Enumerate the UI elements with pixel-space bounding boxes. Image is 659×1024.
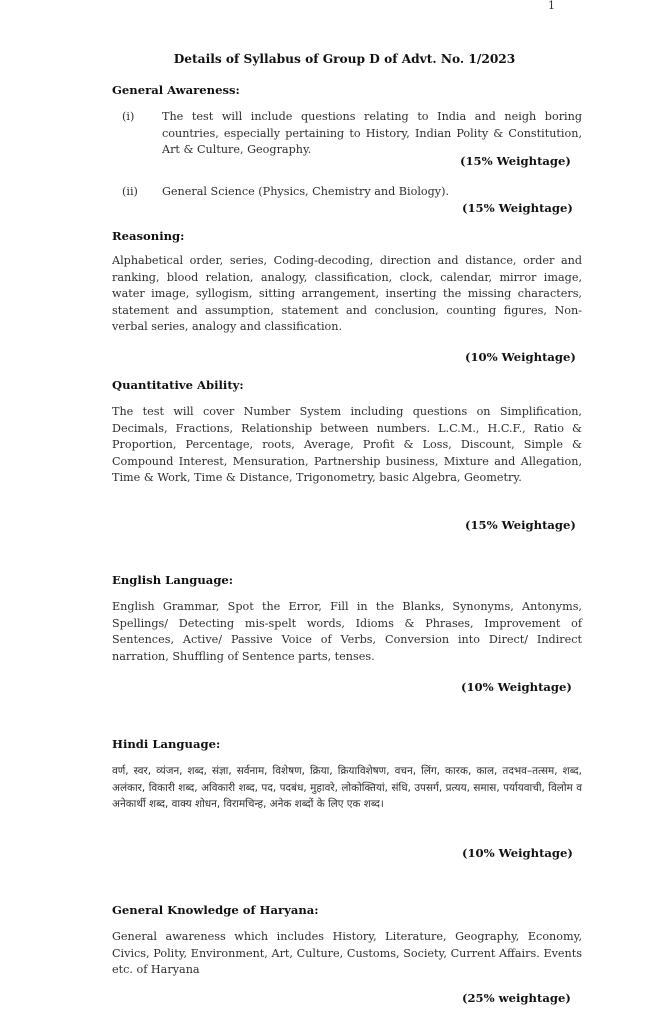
section-heading-english: English Language: (112, 573, 234, 587)
reasoning-text: Alphabetical order, series, Coding-decoding, direction and distance, order and ranking, blood relation, analogy, classification, clock, calendar, mirror image, water image, syllogism, sitting arrangement, inserting the missing characters, statement and assumption, statement and conclusion, counting figures, Non-verbal series, analogy and classification. (112, 254, 582, 334)
hindi-text: वर्ण, स्वर, व्यंजन, शब्द, संज्ञा, सर्वनाम, विशेषण, क्रिया, क्रियाविशेषण, वचन, लिंग, कारक, काल, तदभव–तत्सम, शब्द, अलंकार, विकारी शब्द, अविकारी शब्द, पद, पदबंध, मुहावरे, लोकोक्तियां, संधि, उपसर्ग, प्रत्यय, समास, पर्यायवाची, विलोम व अनेकार्थी शब्द, वाक्य शोधन, विरामचिन्ह, अनेक शब्दों के लिए एक शब्द। (112, 765, 582, 811)
english-text: English Grammar, Spot the Error, Fill in the Blanks, Synonyms, Antonyms, Spellings/ Detecting mis-spelt words, Idioms & Phrases, Improvement of Sentences, Active/ Passive Voice of Verbs, Conversion into Direct/ Indirect narration, Shuffling of Sentence parts, tenses. (112, 600, 582, 663)
section-heading-hindi: Hindi Language: (112, 737, 221, 751)
section-heading-quantitative: Quantitative Ability: (112, 378, 244, 392)
weightage-general-awareness-ii: (15% Weightage) (462, 201, 573, 215)
item-text-i: The test will include questions relating to India and neigh boring countries, especially pertaining to History, Indian Polity & Constitution, Art & Culture, Geography. (162, 110, 582, 157)
document-title: Details of Syllabus of Group D of Advt. No. 1/2023 (173, 52, 516, 66)
page-number: 1 (548, 0, 555, 12)
item-text-ii: General Science (Physics, Chemistry and Biology). (162, 185, 450, 198)
weightage-haryana-gk: (25% weightage) (462, 991, 571, 1005)
quantitative-text: The test will cover Number System including questions on Simplification, Decimals, Fractions, Relationship between numbers. L.C.M., H.C.F., Ratio & Proportion, Percentage, roots, Average, Profit & Loss, Discount, Simple & Compound Interest, Mensuration, Partnership business, Mixture and Allegation, Time & Work, Time & Distance, Trigonometry, basic Algebra, Geometry. (112, 405, 582, 485)
weightage-quantitative: (15% Weightage) (465, 518, 576, 532)
haryana-gk-text: General awareness which includes History, Literature, Geography, Economy, Civics, Polity, Environment, Art, Culture, Customs, Society, Current Affairs. Events etc. of Haryana (112, 930, 582, 977)
section-heading-haryana-gk: General Knowledge of Haryana: (112, 903, 319, 917)
section-heading-general-awareness: General Awareness: (112, 83, 240, 97)
item-number-ii: (ii) (122, 185, 138, 198)
weightage-english: (10% Weightage) (461, 680, 572, 694)
weightage-general-awareness-i: (15% Weightage) (460, 154, 571, 168)
item-number-i: (i) (122, 110, 135, 123)
weightage-reasoning: (10% Weightage) (465, 350, 576, 364)
weightage-hindi: (10% Weightage) (462, 846, 573, 860)
section-heading-reasoning: Reasoning: (112, 229, 185, 243)
